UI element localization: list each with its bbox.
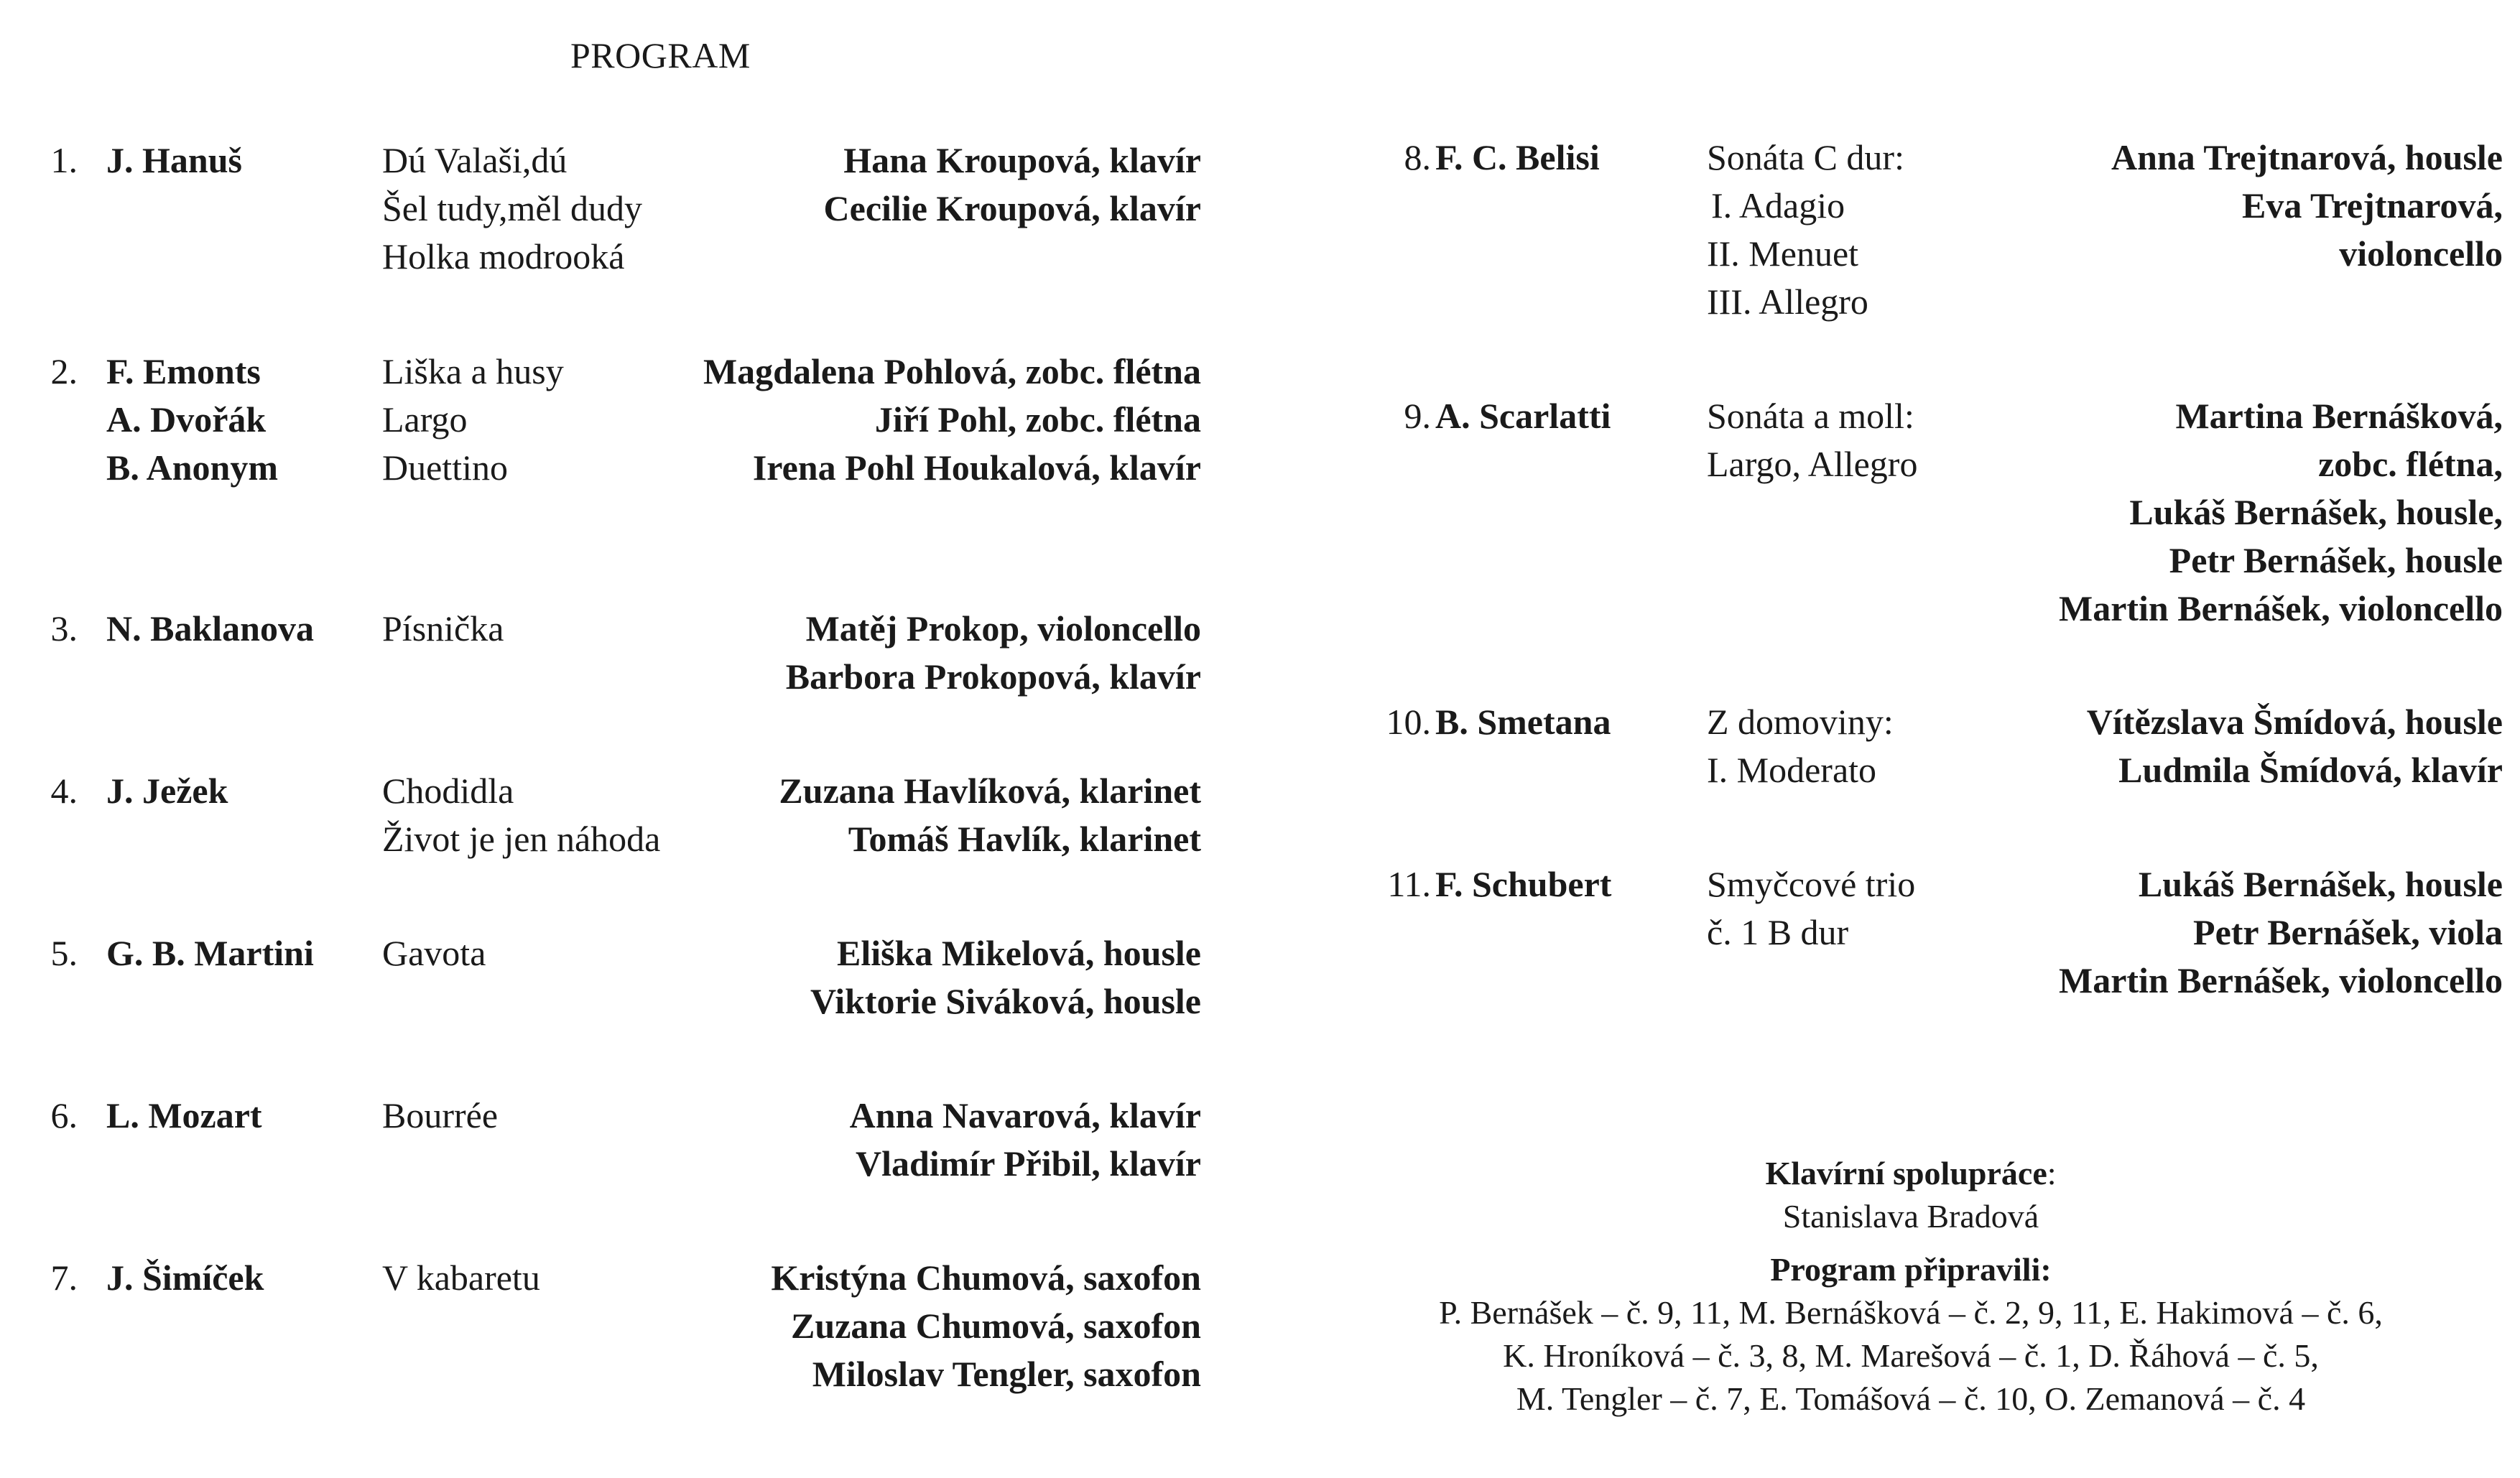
composer: B. Smetana xyxy=(1435,702,1611,742)
performer-list: Zuzana Havlíková, klarinet Tomáš Havlík, klarinet xyxy=(779,771,1201,859)
prepared-by-line: M. Tengler – č. 7, E. Tomášová – č. 10, O. Zemanová – č. 4 xyxy=(1516,1380,2306,1417)
item-number: 10. xyxy=(1386,702,1431,742)
piece-list: Dú Valaši,dú Šel tudy,měl dudy Holka modrooká xyxy=(382,140,643,276)
performer-list: Matěj Prokop, violoncello Barbora Prokopová, klavír xyxy=(785,608,1201,697)
piano-collab-name: Stanislava Bradová xyxy=(1782,1198,2039,1235)
composer: A. Scarlatti xyxy=(1435,396,1611,436)
composer: J. Ježek xyxy=(106,771,228,811)
piece-list: Liška a husy Largo Duettino xyxy=(382,351,564,488)
prepared-by-line: K. Hroníková – č. 3, 8, M. Marešová – č. 1, D. Řáhová – č. 5, xyxy=(1503,1337,2319,1374)
piece-list: Chodidla Život je jen náhoda xyxy=(382,771,661,859)
composer: G. B. Martini xyxy=(106,933,314,973)
piano-collab-heading: Klavírní spolupráce: xyxy=(1765,1155,2057,1191)
composer: J. Hanuš xyxy=(106,140,242,180)
item-number: 8. xyxy=(1404,137,1431,177)
item-number: 6. xyxy=(50,1095,78,1135)
performer-list: Vítězslava Šmídová, housle Ludmila Šmídová, klavír xyxy=(2086,702,2503,790)
piece-list: Smyčcové trio č. 1 B dur xyxy=(1707,864,1916,952)
item-number: 1. xyxy=(50,140,78,180)
composer: F. Emonts A. Dvořák B. Anonym xyxy=(106,351,278,488)
piece-list: Sonáta C dur: I. Adagio II. Menuet III. Allegro xyxy=(1707,137,1904,322)
performer-list: Martina Bernášková, zobc. flétna, Lukáš Bernášek, housle, Petr Bernášek, housle Martin Bernášek, violoncello xyxy=(2059,396,2503,628)
item-number: 9. xyxy=(1404,396,1431,436)
composer: L. Mozart xyxy=(106,1095,262,1135)
item-number: 5. xyxy=(50,933,78,973)
credits xyxy=(1365,1152,2457,1421)
item-number: 2. xyxy=(50,351,78,391)
piece-list: Bourrée xyxy=(382,1095,499,1135)
item-number: 11. xyxy=(1387,864,1431,904)
item-number: 3. xyxy=(50,608,78,649)
prepared-by-line: P. Bernášek – č. 9, 11, M. Bernášková – č. 2, 9, 11, E. Hakimová – č. 6, xyxy=(1439,1294,2383,1331)
performer-list: Eliška Mikelová, housle Viktorie Siváková, housle xyxy=(810,933,1201,1021)
piece-list: Z domoviny: I. Moderato xyxy=(1707,702,1894,790)
performer-list: Magdalena Pohlová, zobc. flétna Jiří Pohl, zobc. flétna Irena Pohl Houkalová, klavír xyxy=(703,351,1201,488)
composer: F. C. Belisi xyxy=(1435,137,1600,177)
performer-list: Anna Trejtnarová, housle Eva Trejtnarová, violoncello xyxy=(2111,137,2503,274)
piece-list: Písnička xyxy=(382,608,504,649)
composer: N. Baklanova xyxy=(106,608,314,649)
composer: J. Šimíček xyxy=(106,1258,264,1298)
prepared-by-heading: Program připravili: xyxy=(1770,1251,2052,1288)
page-title: PROGRAM xyxy=(570,35,751,75)
piece-list: V kabaretu xyxy=(382,1258,540,1298)
piece-list: Sonáta a moll: Largo, Allegro xyxy=(1707,396,1918,484)
composer: F. Schubert xyxy=(1435,864,1612,904)
item-number: 4. xyxy=(50,771,78,811)
performer-list: Kristýna Chumová, saxofon Zuzana Chumová, saxofon Miloslav Tengler, saxofon xyxy=(771,1258,1201,1394)
performer-list: Lukáš Bernášek, housle Petr Bernášek, viola Martin Bernášek, violoncello xyxy=(2059,864,2503,1000)
performer-list: Hana Kroupová, klavír Cecilie Kroupová, klavír xyxy=(823,140,1201,228)
piece-list: Gavota xyxy=(382,933,486,973)
performer-list: Anna Navarová, klavír Vladimír Přibil, klavír xyxy=(849,1095,1201,1184)
item-number: 7. xyxy=(50,1258,78,1298)
